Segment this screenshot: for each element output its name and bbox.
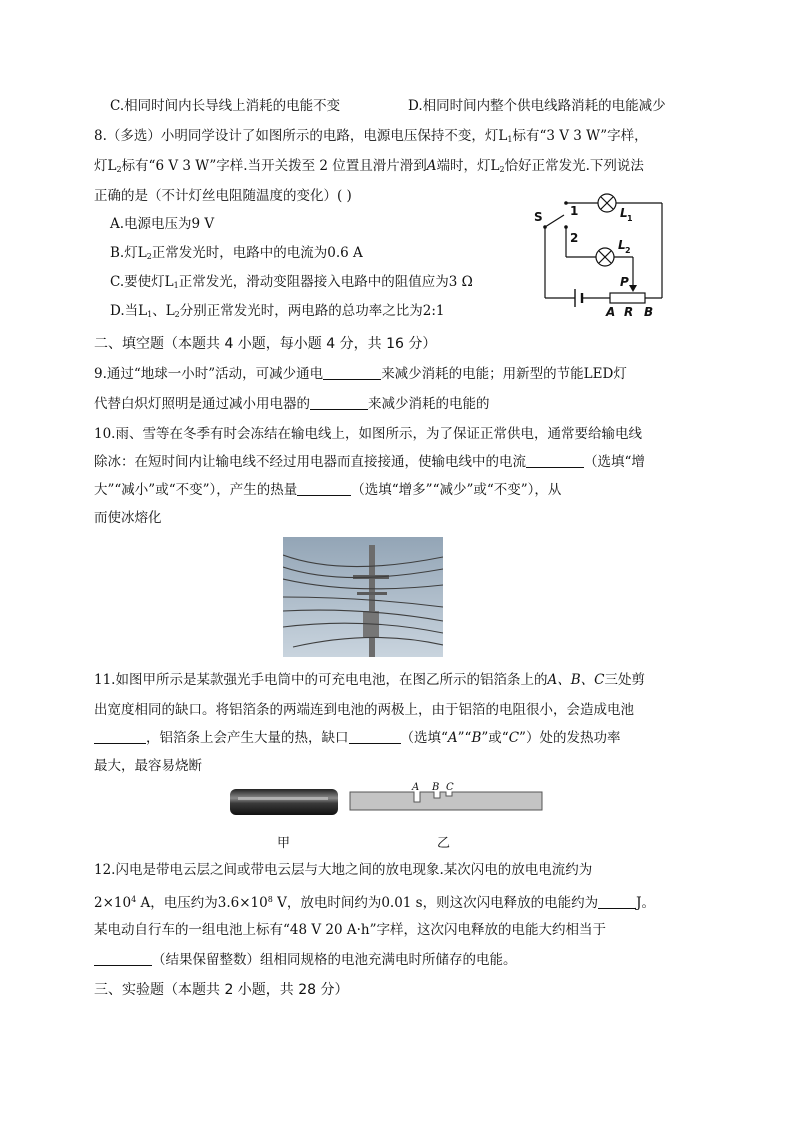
notch-label-b: B <box>432 782 440 793</box>
answer-blank[interactable] <box>349 729 401 744</box>
foil-strip-figure <box>348 780 544 812</box>
answer-blank[interactable] <box>310 395 368 410</box>
battery-highlight <box>238 797 328 800</box>
q10-line-3 <box>94 480 561 500</box>
subscript: 1 <box>173 281 179 290</box>
section-3-title: 三、实验题（本题共 2 小题，共 28 分） <box>94 982 349 998</box>
q8-text: D.当 <box>110 303 139 319</box>
lamp-label: L <box>490 158 500 174</box>
terminal-a: A <box>426 158 437 174</box>
q9-line-1 <box>94 364 627 384</box>
switch-blade <box>545 215 564 227</box>
q8-option-a: A.电源电压为9 V <box>110 216 215 232</box>
battery-figure <box>228 785 340 819</box>
q9-text: 9.通过“地球一小时”活动，可减少通电 <box>94 366 324 382</box>
label-contact-2: 2 <box>570 231 579 245</box>
foil-strip <box>350 792 542 810</box>
utility-pole <box>369 545 375 657</box>
q12-line-2 <box>94 890 655 913</box>
q11-line-2: 出宽度相同的缺口。将铝箔条的两端连到电池的两极上，由于铝箔的电阻很小，会造成电池 <box>94 702 634 718</box>
power-line-photo <box>283 537 443 657</box>
answer-blank[interactable] <box>323 365 381 380</box>
q8-text: 、 <box>152 303 166 319</box>
q12-text: J。 <box>636 895 656 911</box>
superscript: 4 <box>131 895 137 904</box>
q10-line-4: 而使冰熔化 <box>94 510 162 526</box>
lamp-label: L <box>107 158 117 174</box>
q12-text: V，放电时间约为0.01 s，则这次闪电释放的电能约为 <box>272 895 599 911</box>
answer-blank[interactable] <box>94 729 146 744</box>
q7-option-d: D.相同时间内整个供电线路消耗的电能减少 <box>408 98 666 114</box>
q12-line-1: 12.闪电是带电云层之间或带电云层与大地之间的放电现象.某次闪电的放电电流约为 <box>94 862 593 878</box>
q8-text: 标有“3 V 3 W”字样， <box>512 128 648 144</box>
q9-text: 来减少消耗的电能的 <box>368 396 490 412</box>
q8-text: 分别正常发光时，两电路的总功率之比为2:1 <box>179 303 445 319</box>
contact-2 <box>564 225 568 229</box>
q12-line-4 <box>94 950 517 970</box>
q11-text: ，铝箔条上会产生大量的热，缺口 <box>146 730 349 746</box>
q11-text: ”“ <box>457 730 472 746</box>
q8-line-2 <box>94 156 644 180</box>
lamp-label: L <box>138 303 148 319</box>
caption-yi: 乙 <box>437 836 451 851</box>
q12-line-3: 某电动自行车的一组电池上标有“48 V 20 A·h”字样，这次闪电释放的电能大约相当于 <box>94 922 607 938</box>
q8-line-3: 正确的是（不计灯丝电阻随温度的变化）( ) <box>94 188 352 204</box>
lamp-label: L <box>164 274 174 290</box>
q9-text: 来减少消耗的电能；用新型的节能LED灯 <box>381 366 627 382</box>
q8-text: 标有“6 V 3 W”字样.当开关拨至 2 位置且滑片滑到 <box>121 158 427 174</box>
label-l1: L <box>620 206 628 220</box>
notch-label-c: C <box>446 782 454 793</box>
q8-text: 8.（多选）小明同学设计了如图所示的电路，电源电压保持不变，灯 <box>94 128 499 144</box>
subscript: 2 <box>174 310 180 319</box>
letter-a: A <box>447 730 458 746</box>
label-s: S <box>534 210 543 224</box>
label-b: B <box>644 305 654 319</box>
label-l2: L <box>618 238 626 252</box>
q11-text: ”或“ <box>481 730 509 746</box>
q11-text: 11.如图甲所示是某款强光手电筒中的可充电电池，在图乙所示的铝箔条上的 <box>94 672 548 688</box>
q9-line-2 <box>94 394 490 414</box>
label-l2-sub: 2 <box>625 246 631 255</box>
q8-text: 端时，灯 <box>436 158 491 174</box>
q11-letters: A、B、C <box>547 672 605 688</box>
label-l1-sub: 1 <box>627 214 633 223</box>
label-contact-1: 1 <box>570 204 579 218</box>
q8-option-c <box>110 272 473 296</box>
contact-1 <box>564 201 568 205</box>
lamp-label: L <box>165 303 175 319</box>
q9-text: 代替白炽灯照明是通过减小用电器的 <box>94 396 310 412</box>
q11-line-1 <box>94 670 645 690</box>
q8-text: 灯 <box>94 158 108 174</box>
subscript: 1 <box>147 310 153 319</box>
q12-text: （结果保留整数）组相同规格的电池充满电时所储存的电能。 <box>152 952 517 968</box>
q11-text: ”）处的发热功率 <box>519 730 621 746</box>
q8-text: 正常发光时，电路中的电流为0.6 A <box>151 245 363 261</box>
q8-option-b <box>110 243 363 267</box>
notch-label-a: A <box>412 782 420 793</box>
q11-line-4: 最大，最容易烧断 <box>94 758 202 774</box>
q8-line-1 <box>94 126 648 150</box>
label-p: P <box>620 275 629 289</box>
letter-c: C <box>508 730 520 746</box>
q12-text: A，电压约为3.6×10 <box>136 895 268 911</box>
battery-body <box>230 789 338 815</box>
q10-line-1: 10.雨、雪等在冬季有时会冻结在输电线上，如图所示，为了保证正常供电，通常要给输电线 <box>94 426 642 442</box>
crossarm <box>357 592 387 595</box>
answer-blank[interactable] <box>598 894 636 909</box>
answer-blank[interactable] <box>297 481 351 496</box>
q10-text: 除冰：在短时间内让输电线不经过用电器而直接接通，使输电线中的电流 <box>94 454 526 470</box>
q8-text: B.灯 <box>110 245 138 261</box>
slider-arrow <box>629 285 637 292</box>
q8-text: 正常发光，滑动变阻器接入电路中的阻值应为3 Ω <box>178 274 473 290</box>
section-2-title: 二、填空题（本题共 4 小题，每小题 4 分，共 16 分） <box>94 336 437 352</box>
label-r: R <box>624 305 634 319</box>
answer-blank[interactable] <box>526 453 584 468</box>
subscript: 2 <box>146 252 152 261</box>
q11-text: （选填“ <box>400 730 448 746</box>
q10-text: （选填“增多”“减少”或“不变”），从 <box>351 482 562 498</box>
q8-text: 恰好正常发光.下列说法 <box>504 158 644 174</box>
q10-line-2 <box>94 452 645 472</box>
subscript: 2 <box>116 165 122 174</box>
q8-option-d <box>110 301 445 325</box>
subscript: 2 <box>499 165 505 174</box>
q10-text: 大”“减小”或“不变”），产生的热量 <box>94 482 298 498</box>
q11-line-3 <box>94 728 620 748</box>
lamp-label: L <box>137 245 147 261</box>
q12-text: 2×10 <box>94 895 132 911</box>
caption-jia: 甲 <box>277 836 291 851</box>
label-a: A <box>606 305 616 319</box>
q11-text: 三处剪 <box>604 672 645 688</box>
q10-text: （选填“增 <box>584 454 645 470</box>
superscript: 8 <box>267 895 273 904</box>
q7-option-c: C.相同时间内长导线上消耗的电能不变 <box>110 98 341 114</box>
answer-blank[interactable] <box>94 951 152 966</box>
lamp-label: L <box>498 128 508 144</box>
rheostat <box>610 293 645 303</box>
circuit-diagram <box>530 185 680 320</box>
letter-b: B <box>471 730 482 746</box>
switch-pivot <box>543 225 547 229</box>
subscript: 1 <box>507 135 513 144</box>
q8-text: C.要使灯 <box>110 274 165 290</box>
